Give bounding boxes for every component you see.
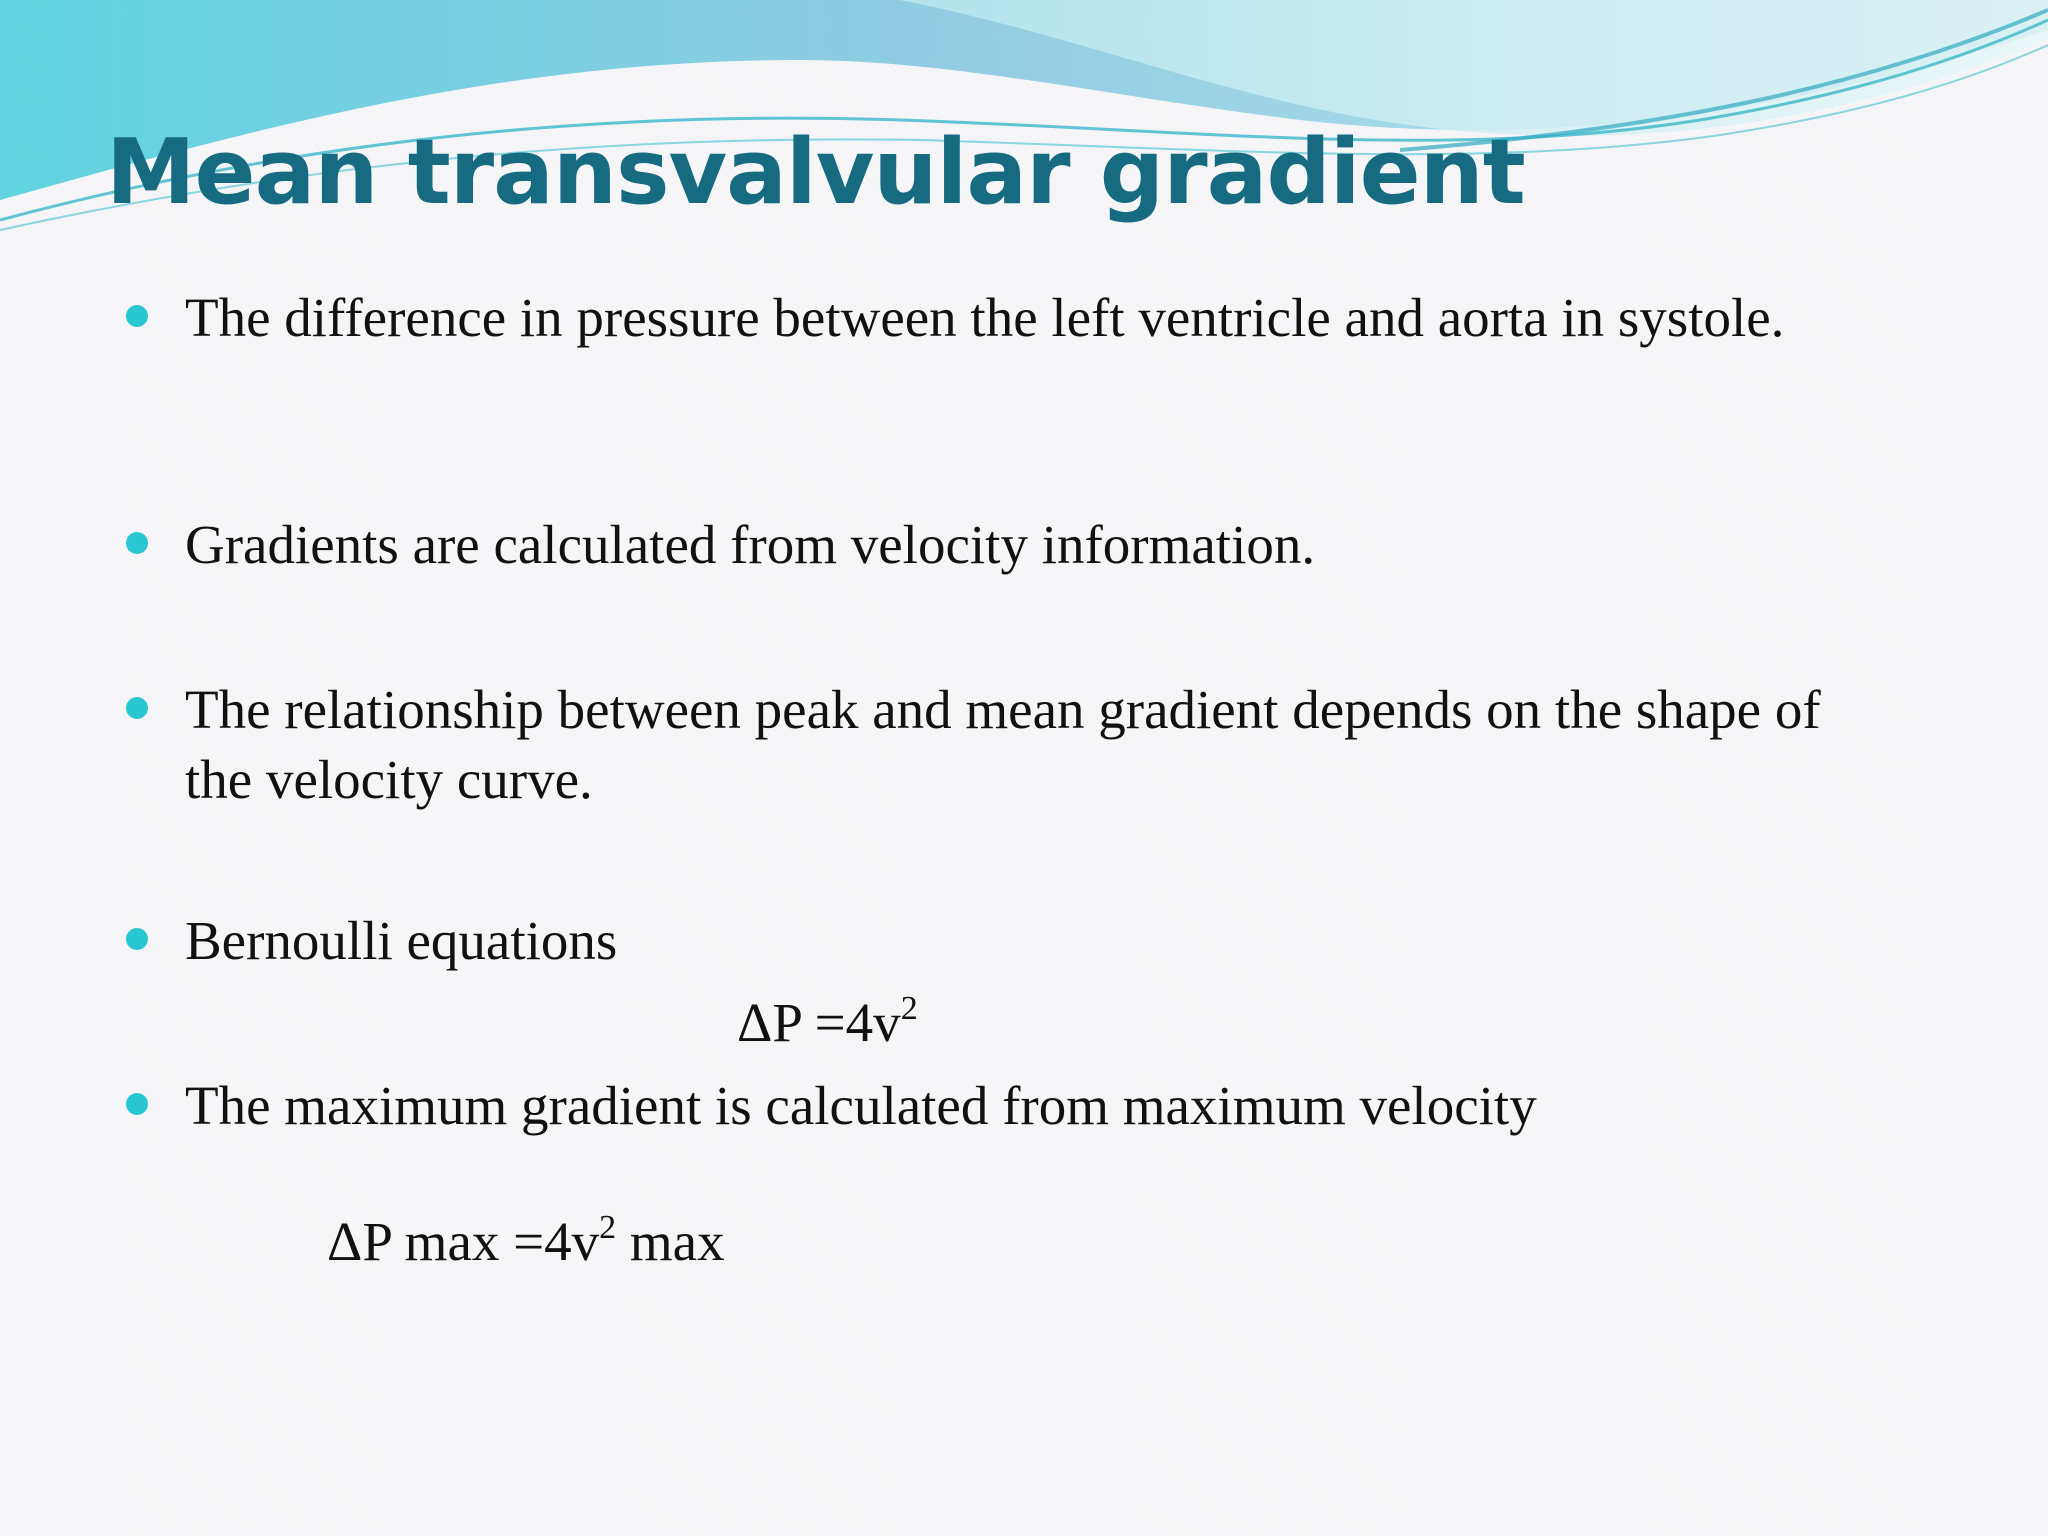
formula-base: ΔP =4v [737,992,901,1053]
bullet-dot-icon [126,532,148,554]
bullet-text: Bernoulli equations [185,910,618,971]
formula-base: ΔP max =4v [327,1211,600,1272]
bernoulli-formula [737,988,918,1058]
bullet-text: The difference in pressure between the left ventricle and aorta in systole. [185,287,1785,348]
bullet-dot-icon [126,305,148,327]
max-gradient-formula [327,1207,725,1277]
bullet-text: The maximum gradient is calculated from maximum velocity [185,1075,1537,1136]
bullet-text: Gradients are calculated from velocity information. [185,514,1316,575]
formula-tail: max [616,1211,725,1272]
formula-exponent: 2 [900,990,918,1027]
bullet-text: The relationship between peak and mean gradient depends on the shape of the velocity curve. [185,679,1821,810]
bullet-dot-icon [126,928,148,950]
bullet-dot-icon [126,1093,148,1115]
formula-exponent: 2 [599,1209,617,1246]
bullet-dot-icon [126,697,148,719]
slide-title: Mean transvalvular gradient [106,120,1525,225]
